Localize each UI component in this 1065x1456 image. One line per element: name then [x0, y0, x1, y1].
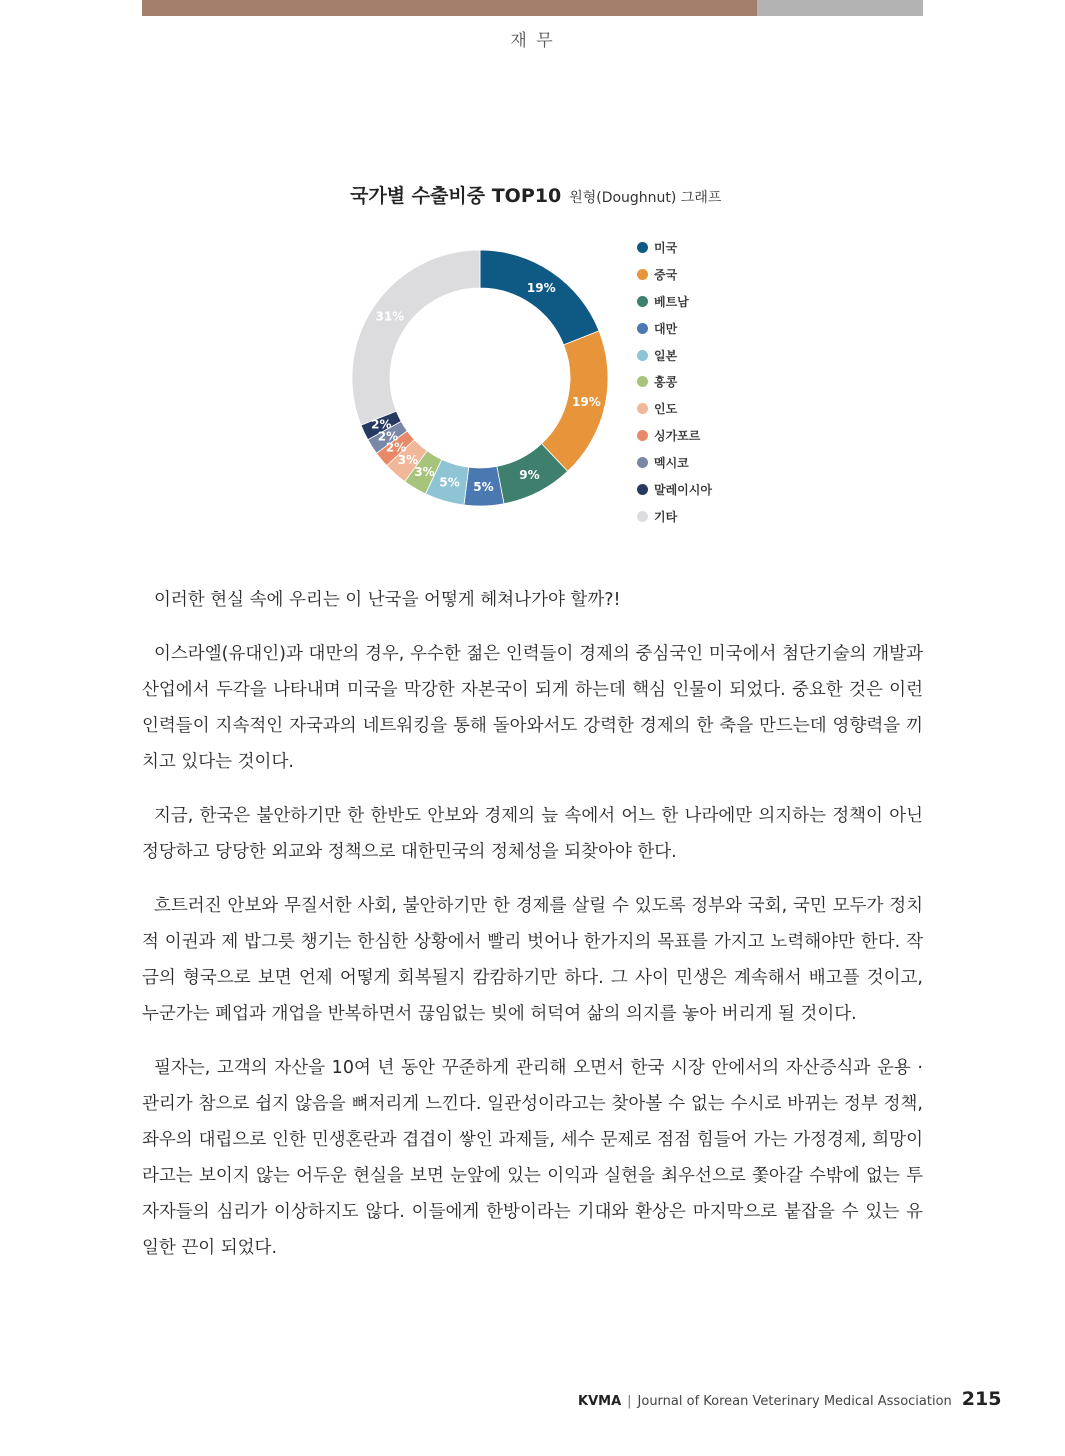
legend-item — [637, 395, 712, 422]
legend-item — [637, 288, 712, 315]
slice-label-기타: 31% — [375, 309, 405, 324]
legend-label: 중국 — [654, 267, 678, 282]
slice-label-홍콩: 3% — [414, 464, 435, 479]
footer-brand: KVMA — [578, 1394, 622, 1409]
legend-item — [637, 503, 712, 530]
legend-label: 대만 — [654, 321, 678, 336]
legend-swatch — [637, 403, 648, 414]
legend-swatch — [637, 323, 648, 334]
page-number: 215 — [961, 1388, 1002, 1410]
legend-swatch — [637, 269, 648, 280]
chart-title-main: 국가별 수출비중 TOP10 — [350, 185, 562, 207]
slice-label-인도: 3% — [397, 452, 419, 467]
legend-swatch — [637, 242, 648, 253]
legend-label: 멕시코 — [654, 456, 689, 471]
legend-item — [637, 476, 712, 503]
legend-item — [637, 234, 712, 261]
slice-기타 — [352, 250, 480, 425]
legend-label: 일본 — [654, 348, 678, 363]
footer-journal-name: Journal of Korean Veterinary Medical Association — [637, 1394, 952, 1409]
legend-label: 베트남 — [654, 294, 689, 309]
legend-item — [637, 261, 712, 288]
doughnut-slices — [352, 250, 608, 506]
legend-swatch — [637, 484, 648, 495]
slice-label-중국: 19% — [572, 394, 601, 409]
legend-item — [637, 422, 712, 449]
legend-label: 미국 — [654, 240, 678, 255]
slice-label-멕시코: 2% — [377, 429, 399, 444]
slice-label-미국: 19% — [526, 280, 556, 295]
paragraph: 이러한 현실 속에 우리는 이 난국을 어떻게 헤쳐나가야 할까?! — [154, 590, 621, 610]
slice-label-말레이시아: 2% — [371, 417, 392, 432]
paragraph: 필자는, 고객의 자산을 10여 년 동안 꾸준하게 관리해 오면서 한국 시장 안에서의 자산증식과 운용 · 관리가 참으로 쉽지 않음을 뼈저리게 느낀다. 일관성이라고는 찾아볼 수 없는 수시로 바뀌는 정부 정책, 좌우의 대립으로 인한 민생혼란과 겹겹이 쌓인 과제들, 세수 문제로 점점 힘들어 가는 가정경제, 희망이라고는 보이지 않는 어두운 현실을 보면 눈앞에 있는 이익과 실현을 최우선으로 쫓아갈 수밖에 없는 투자자들의 심리가 이상하지도 않다. 이들에게 한방이라는 기대와 환상은 마지막으로 붙잡을 수 있는 유일한 끈이 되었다. — [142, 1058, 923, 1258]
section-label: 재 무 — [510, 31, 555, 51]
legend-label: 싱가포르 — [654, 429, 701, 444]
slice-label-베트남: 9% — [519, 468, 540, 483]
footer-separator: | — [627, 1394, 632, 1409]
legend-swatch — [637, 296, 648, 307]
legend-swatch — [637, 511, 648, 522]
legend-item — [637, 342, 712, 369]
slice-미국 — [480, 250, 599, 345]
slice-label-대만: 5% — [473, 479, 494, 494]
slice-label-일본: 5% — [439, 475, 460, 490]
legend-item — [637, 315, 712, 342]
header-bar-brown — [142, 0, 757, 16]
legend-label: 인도 — [654, 402, 678, 417]
page-footer — [578, 1388, 1001, 1410]
legend-label: 말레이시아 — [654, 482, 712, 497]
paragraph: 지금, 한국은 불안하기만 한 한반도 안보와 경제의 늪 속에서 어느 한 나라에만 의지하는 정책이 아닌 정당하고 당당한 외교와 정책으로 대한민국의 정체성을 되찾아야 한다. — [142, 806, 923, 862]
article-body — [142, 582, 923, 1284]
legend-item — [637, 449, 712, 476]
slice-label-싱가포르: 2% — [385, 440, 407, 455]
chart-title-sub: 원형(Doughnut) 그래프 — [569, 190, 722, 206]
doughnut-chart — [340, 238, 620, 518]
header-color-bar — [142, 0, 923, 16]
chart-title — [350, 181, 721, 208]
legend-swatch — [637, 457, 648, 468]
legend-item — [637, 368, 712, 395]
legend-swatch — [637, 430, 648, 441]
header-bar-gray — [757, 0, 923, 16]
legend-swatch — [637, 350, 648, 361]
paragraph: 이스라엘(유대인)과 대만의 경우, 우수한 젊은 인력들이 경제의 중심국인 미국에서 첨단기술의 개발과 산업에서 두각을 나타내며 미국을 막강한 자본국이 되게 하는데 핵심 인물이 되었다. 중요한 것은 이런 인력들이 지속적인 자국과의 네트워킹을 통해 돌아와서도 강력한 경제의 한 축을 만드는데 영향력을 끼치고 있다는 것이다. — [142, 644, 923, 772]
chart-legend — [637, 234, 712, 530]
paragraph: 흐트러진 안보와 무질서한 사회, 불안하기만 한 경제를 살릴 수 있도록 정부와 국회, 국민 모두가 정치적 이권과 제 밥그릇 챙기는 한심한 상황에서 빨리 벗어나 한가지의 목표를 가지고 노력해야만 한다. 작금의 형국으로 보면 언제 어떻게 회복될지 캄캄하기만 하다. 그 사이 민생은 계속해서 배고플 것이고, 누군가는 폐업과 개업을 반복하면서 끊임없는 빚에 허덕여 삶의 의지를 놓아 버리게 될 것이다. — [142, 896, 923, 1024]
legend-label: 기타 — [654, 509, 678, 524]
legend-swatch — [637, 376, 648, 387]
legend-label: 홍콩 — [654, 375, 678, 390]
